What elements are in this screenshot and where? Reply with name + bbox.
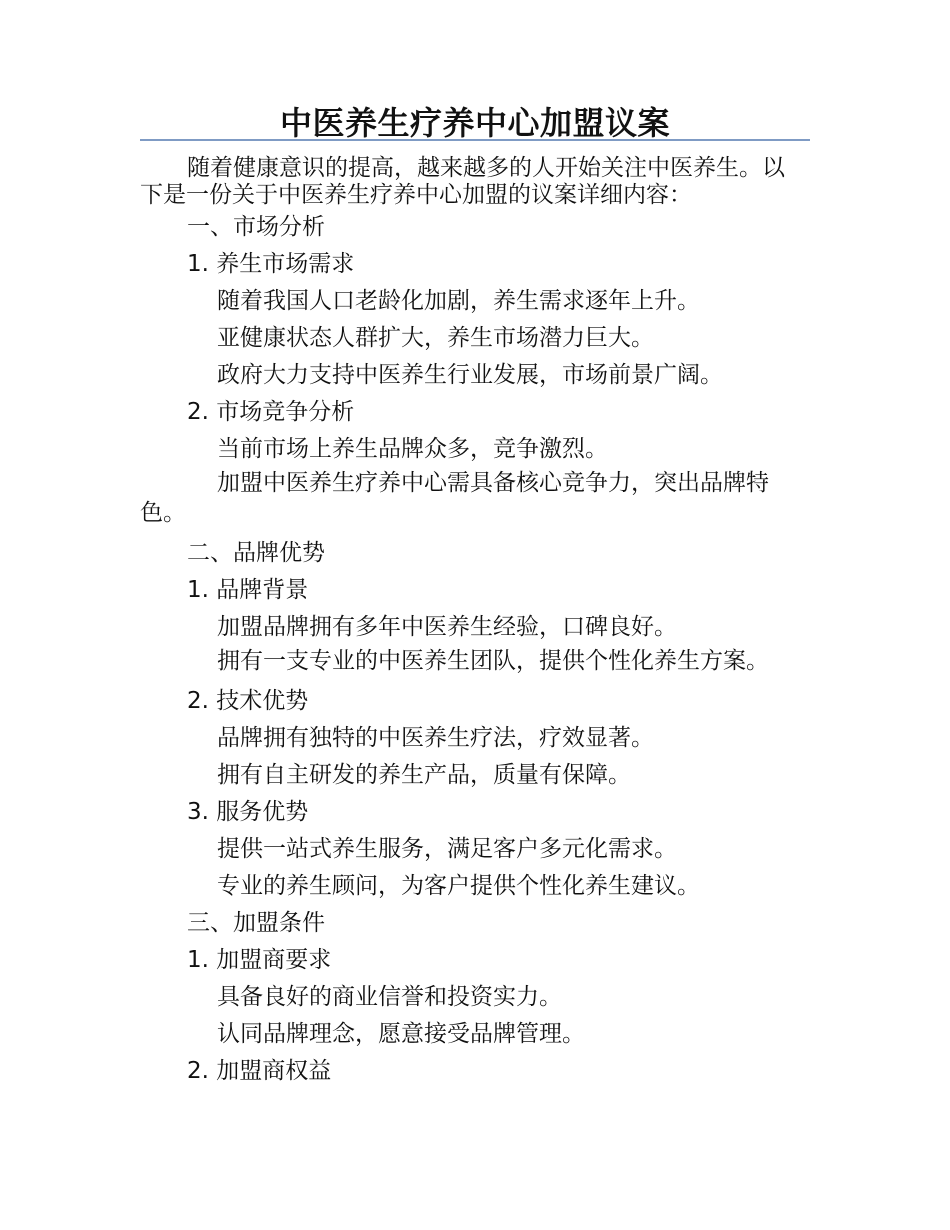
document-title: 中医养生疗养中心加盟议案 bbox=[279, 104, 670, 142]
section-heading: 三、加盟条件 bbox=[187, 910, 325, 936]
list-item: 加盟品牌拥有多年中医养生经验，口碑良好。 bbox=[217, 614, 677, 640]
list-item: 认同品牌理念，愿意接受品牌管理。 bbox=[217, 1021, 585, 1047]
section-heading: 一、市场分析 bbox=[187, 214, 325, 240]
document-body bbox=[140, 155, 800, 1090]
list-item: 当前市场上养生品牌众多，竞争激烈。 bbox=[217, 436, 608, 462]
document-lines bbox=[140, 209, 800, 1090]
list-item: 拥有自主研发的养生产品，质量有保障。 bbox=[217, 762, 631, 788]
subsection-heading: 1. 养生市场需求 bbox=[187, 251, 355, 277]
subsection-heading: 1. 品牌背景 bbox=[187, 577, 309, 603]
subsection-heading: 2. 加盟商权益 bbox=[187, 1058, 332, 1084]
intro-paragraph: 随着健康意识的提高，越来越多的人开始关注中医养生。以下是一份关于中医养生疗养中心加盟的议案详细内容： bbox=[140, 155, 785, 208]
subsection-heading: 1. 加盟商要求 bbox=[187, 947, 332, 973]
section-heading: 二、品牌优势 bbox=[187, 540, 325, 566]
subsection-heading: 2. 技术优势 bbox=[187, 688, 309, 714]
list-item: 随着我国人口老龄化加剧，养生需求逐年上升。 bbox=[217, 288, 700, 314]
list-item: 具备良好的商业信誉和投资实力。 bbox=[217, 984, 562, 1010]
list-item: 亚健康状态人群扩大，养生市场潜力巨大。 bbox=[217, 325, 654, 351]
list-item: 加盟中医养生疗养中心需具备核心竞争力，突出品牌特色。 bbox=[140, 470, 769, 526]
list-item: 政府大力支持中医养生行业发展，市场前景广阔。 bbox=[217, 362, 723, 388]
list-item: 提供一站式养生服务，满足客户多元化需求。 bbox=[217, 836, 677, 862]
list-item: 专业的养生顾问，为客户提供个性化养生建议。 bbox=[217, 873, 700, 899]
subsection-heading: 3. 服务优势 bbox=[187, 799, 309, 825]
title-underline bbox=[140, 139, 810, 141]
subsection-heading: 2. 市场竞争分析 bbox=[187, 399, 355, 425]
list-item: 拥有一支专业的中医养生团队，提供个性化养生方案。 bbox=[217, 648, 769, 674]
list-item: 品牌拥有独特的中医养生疗法，疗效显著。 bbox=[217, 725, 654, 751]
